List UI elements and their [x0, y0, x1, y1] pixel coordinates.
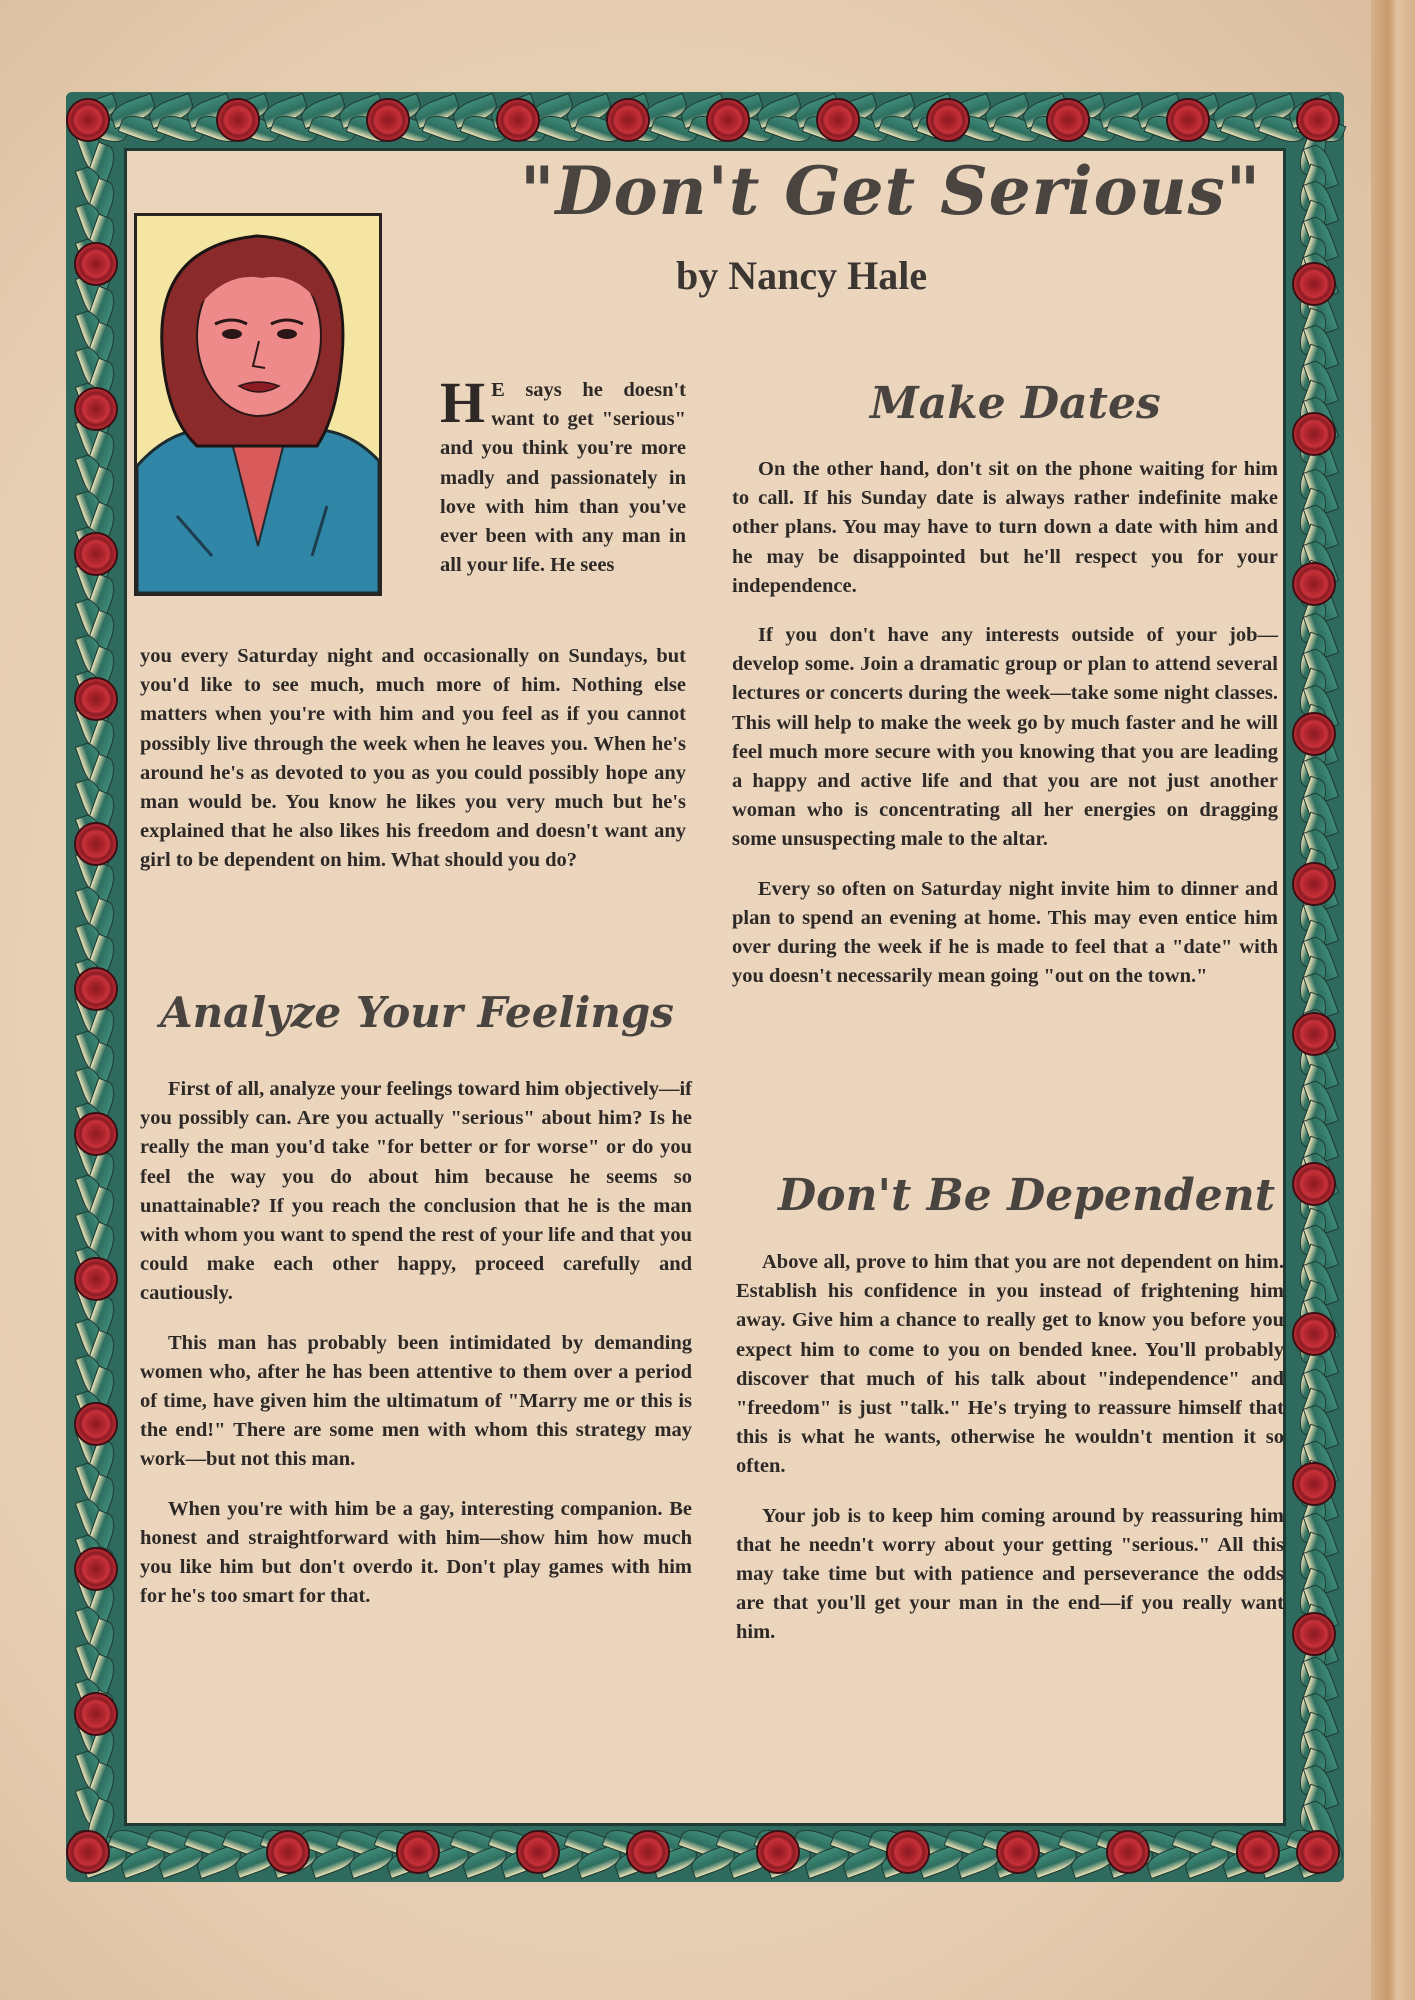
dependent-section-body	[736, 1248, 1284, 1648]
border-rose	[74, 1547, 118, 1591]
heading-dont-be-dependent: Don't Be Dependent	[778, 1170, 1276, 1221]
intro-narrow-column	[440, 370, 686, 580]
border-rose	[996, 1830, 1040, 1874]
intro-wide-column	[140, 642, 686, 876]
border-rose	[266, 1830, 310, 1874]
border-rose	[216, 98, 260, 142]
border-rose	[1292, 1312, 1336, 1356]
border-rose	[1292, 1012, 1336, 1056]
border-rose	[66, 98, 110, 142]
border-rose	[1046, 98, 1090, 142]
heading-make-dates: Make Dates	[870, 378, 1161, 429]
heading-analyze-your-feelings: Analyze Your Feelings	[160, 988, 674, 1037]
border-rose	[74, 677, 118, 721]
border-rose	[396, 1830, 440, 1874]
drop-cap: H	[440, 370, 486, 435]
portrait-drawing	[137, 216, 379, 593]
article-byline: by Nancy Hale	[676, 253, 928, 298]
border-rose	[74, 387, 118, 431]
intro-paragraph-rest: you every Saturday night and occasionally on Sundays, but you'd like to see much, much more of him. Nothing else matters when you're with him and you feel as if you cannot possibly live through the week when he leaves you. When he's around he's as devoted to you as you could possibly hope any man would be. You know he likes you very much but he's explained that he also likes his freedom and doesn't want any girl to be dependent on him. What should you do?	[140, 645, 686, 872]
border-rose	[1292, 412, 1336, 456]
border-rose	[706, 98, 750, 142]
dates-paragraph-1: On the other hand, don't sit on the phone waiting for him to call. If his Sunday date is always rather indefinite make other plans. You may have to turn down a date with him and he may be disappointed but he'll respect you for your independence.	[732, 458, 1278, 597]
border-rose	[1236, 1830, 1280, 1874]
border-rose	[1292, 262, 1336, 306]
border-rose	[1292, 1612, 1336, 1656]
dependent-paragraph-1: Above all, prove to him that you are not dependent on him. Establish his confidence in you instead of frightening him away. Give him a chance to really get to know you before you expect him to come to you on bended knee. You'll probably discover that much of his talk about "independence" and "freedom" is just "talk." He's trying to reassure himself that this is what he wants, otherwise he wouldn't mention it so often.	[736, 1251, 1284, 1478]
border-rose	[74, 1402, 118, 1446]
border-rose	[74, 967, 118, 1011]
border-rose	[74, 1112, 118, 1156]
intro-paragraph-top	[440, 370, 686, 580]
border-rose	[74, 532, 118, 576]
border-rose	[1292, 562, 1336, 606]
analyze-paragraph-3: When you're with him be a gay, interesting companion. Be honest and straightforward with him—show him how much you like him but don't overdo it. Don't play games with him for he's too smart for that.	[140, 1497, 692, 1608]
border-rose	[1292, 1462, 1336, 1506]
woman-portrait-illustration	[134, 213, 382, 596]
dates-paragraph-2: If you don't have any interests outside of your job—develop some. Join a dramatic group or plan to attend several lectures or concerts during the week—take some night classes. This will help to make the week go by much faster and he will feel much more secure with you knowing that you are leading a happy and active life and that you are not just another woman who is concentrating all her energies on dragging some unsuspecting male to the altar.	[732, 624, 1278, 851]
border-rose	[606, 98, 650, 142]
dates-paragraph-3: Every so often on Saturday night invite him to dinner and plan to spend an evening at home. This may even entice him over during the week if he is made to feel that a "date" with you doesn't necessarily mean going "out on the town."	[732, 877, 1278, 988]
dependent-paragraph-2: Your job is to keep him coming around by reassuring him that he needn't worry about your getting "serious." All this may take time but with patience and perseverance the odds are that you'll get your man in the end—if you really want him.	[736, 1504, 1284, 1644]
border-rose	[74, 242, 118, 286]
border-rose	[1292, 1162, 1336, 1206]
border-rose	[886, 1830, 930, 1874]
analyze-paragraph-2: This man has probably been intimidated by demanding women who, after he has been attentive to them over a period of time, have given him the ultimatum of "Marry me or this is the end!" There are some men with whom this strategy may work—but not this man.	[140, 1331, 692, 1471]
border-rose	[496, 98, 540, 142]
article-title: "Don't Get Serious"	[520, 152, 1262, 230]
border-rose	[74, 1692, 118, 1736]
border-rose	[516, 1830, 560, 1874]
dates-section-body	[732, 455, 1278, 991]
border-rose	[74, 1257, 118, 1301]
border-rose	[1296, 98, 1340, 142]
border-rose	[626, 1830, 670, 1874]
border-rose	[756, 1830, 800, 1874]
border-rose	[1292, 862, 1336, 906]
analyze-section-body	[140, 1075, 692, 1611]
border-rose	[1296, 1830, 1340, 1874]
border-rose	[1166, 98, 1210, 142]
analyze-paragraph-1: First of all, analyze your feelings toward him objectively—if you possibly can. Are you actually "serious" about him? Is he really the man you'd take "for better or for worse" or do you feel the way you do about him because he seems so unattainable? If you reach the conclusion that he is the man with whom you want to spend the rest of your life and that you could make each other happy, proceed carefully and cautiously.	[140, 1078, 693, 1305]
border-rose	[1292, 712, 1336, 756]
border-rose	[66, 1830, 110, 1874]
page-spine	[1371, 0, 1415, 2000]
border-rose	[366, 98, 410, 142]
border-rose	[1106, 1830, 1150, 1874]
border-rose	[816, 98, 860, 142]
border-rose	[74, 822, 118, 866]
intro-top-text: E says he doesn't want to get "serious" and you think you're more madly and passionately in love with him than you've ever been with any man in all your life. He sees	[440, 379, 686, 577]
border-rose	[926, 98, 970, 142]
